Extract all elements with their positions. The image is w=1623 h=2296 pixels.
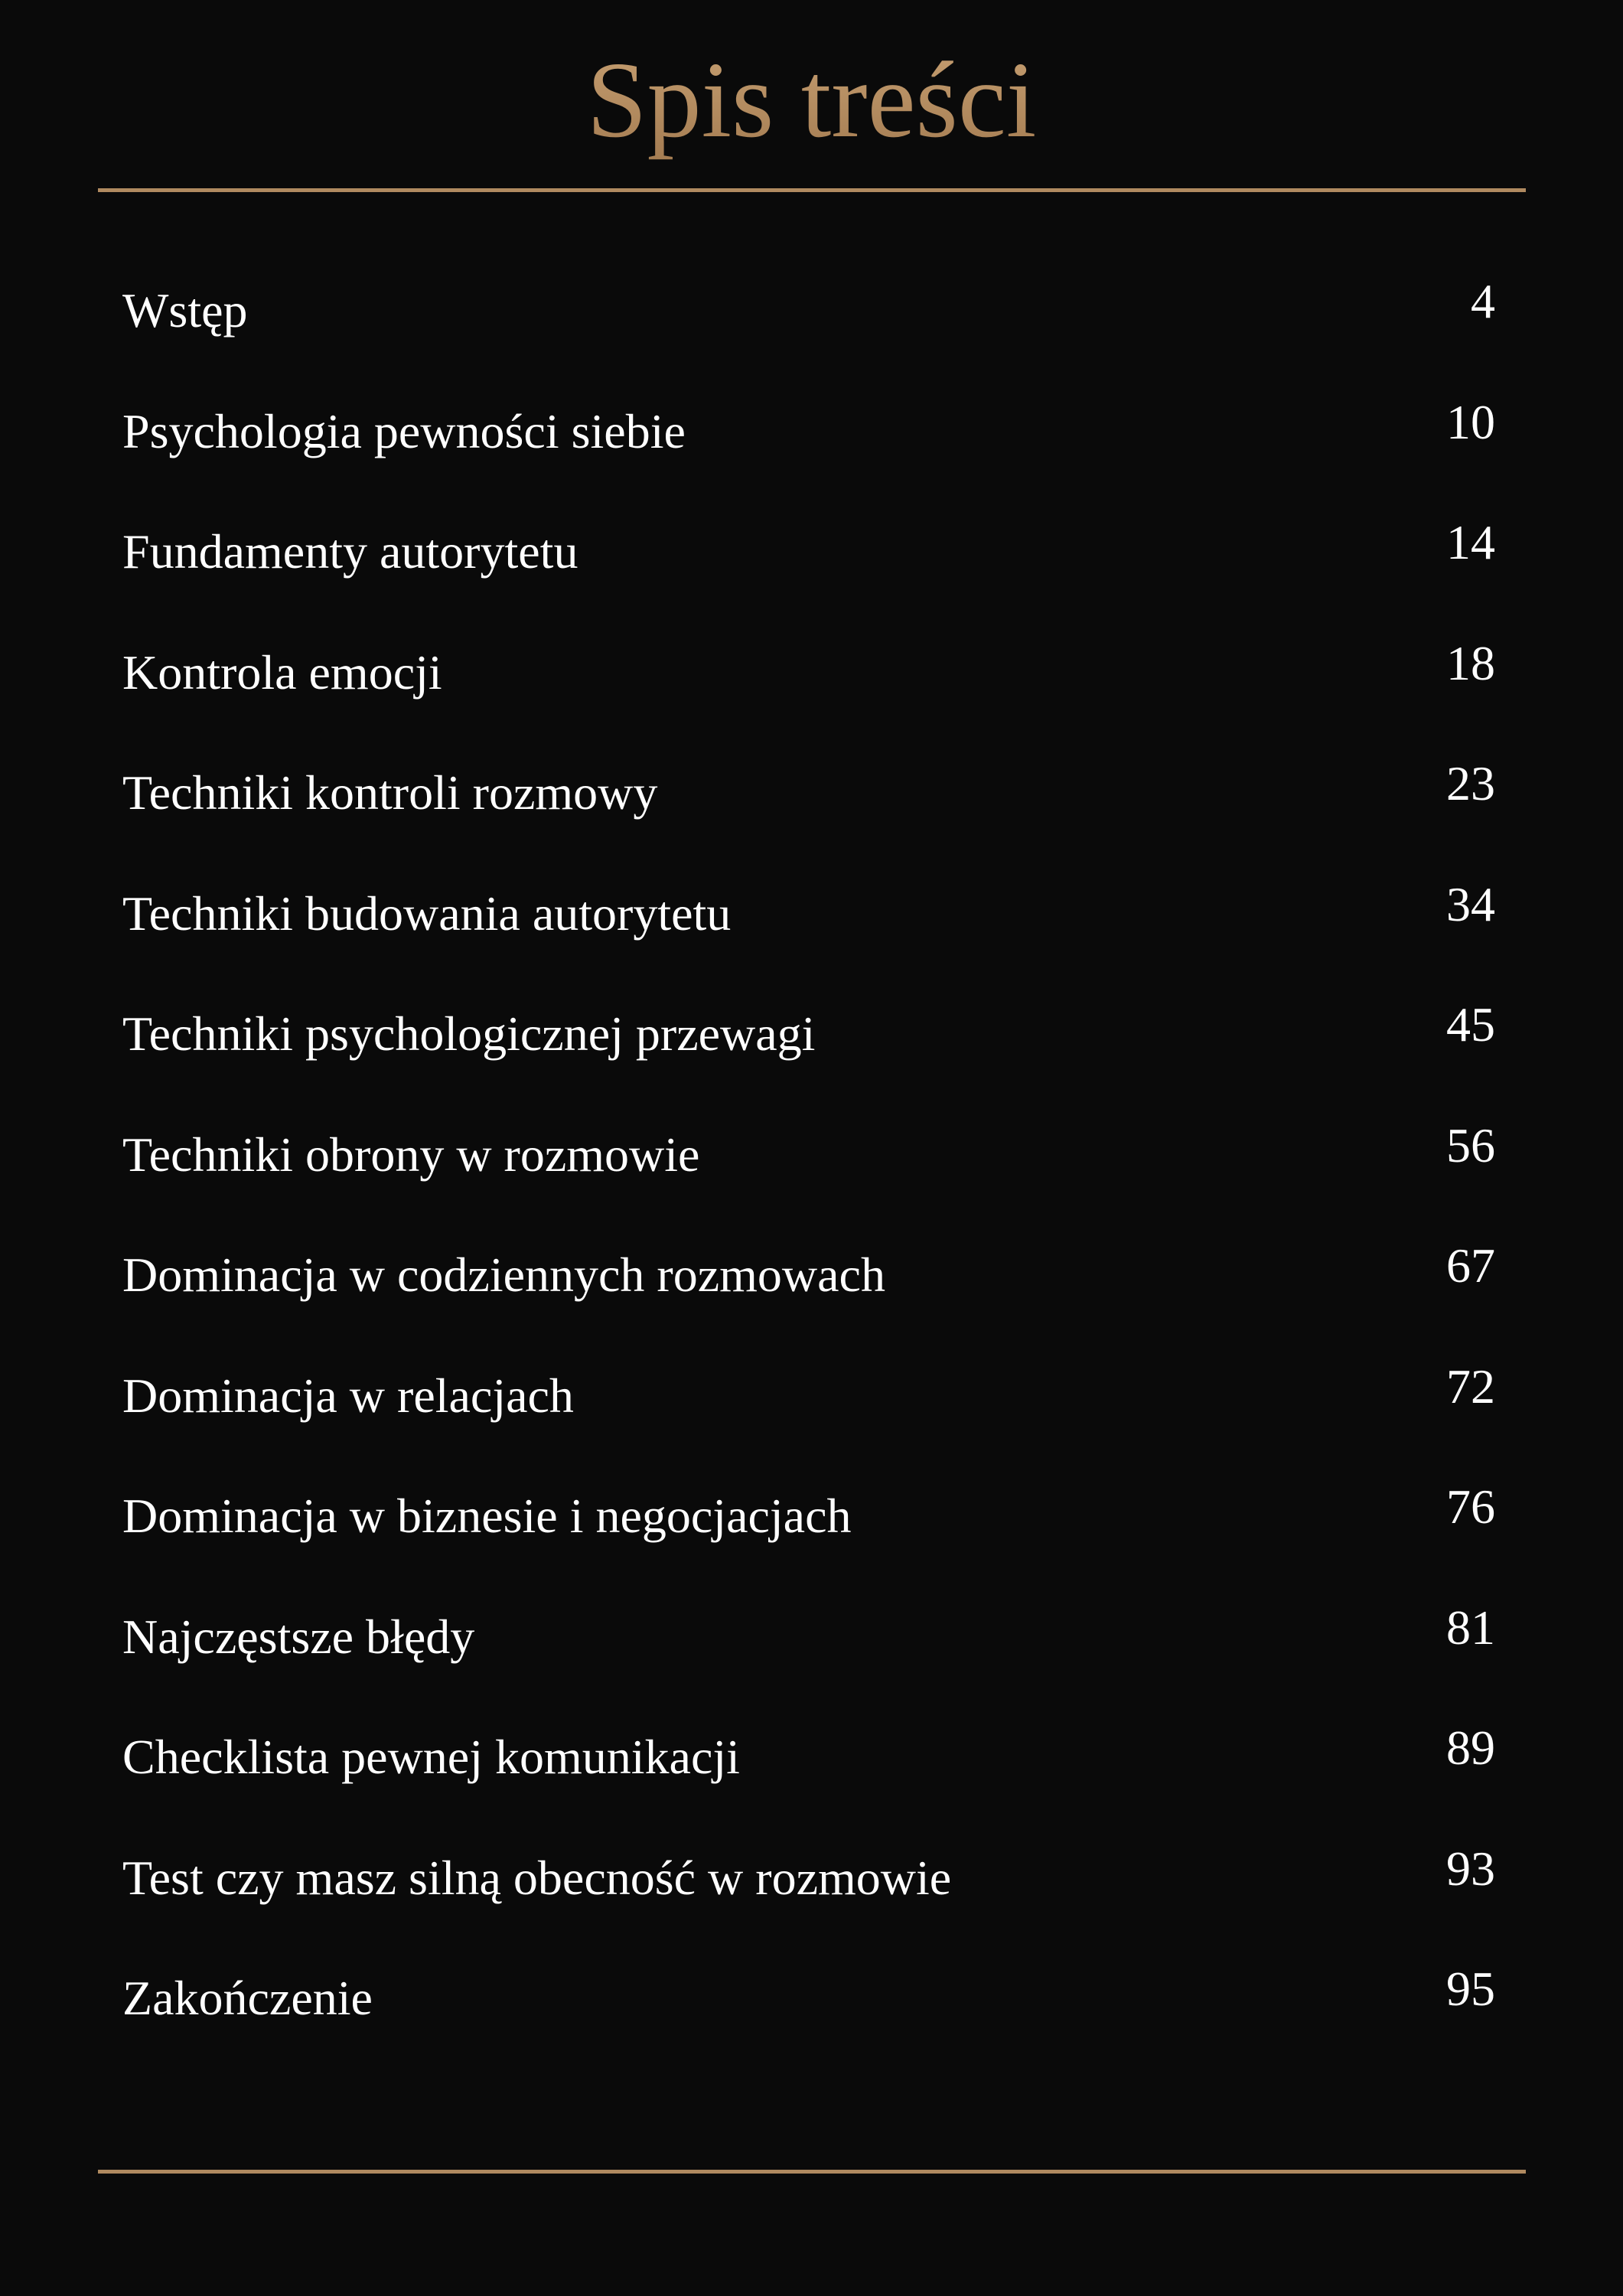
toc-entry-page: 23: [1446, 756, 1495, 810]
toc-entry[interactable]: [0, 1715, 1623, 1799]
toc-entry-title: Najczęstsze błędy: [122, 1609, 475, 1664]
toc-entry-title: Psychologia pewności siebie: [122, 404, 686, 458]
toc-entry-title: Techniki kontroli rozmowy: [122, 765, 658, 820]
toc-entry-title: Dominacja w biznesie i negocjacjach: [122, 1489, 852, 1543]
toc-entry-page: 10: [1446, 395, 1495, 449]
toc-entry-page: 56: [1446, 1118, 1495, 1172]
toc-entry[interactable]: [0, 1354, 1623, 1438]
toc-entry-page: 89: [1446, 1720, 1495, 1775]
toc-entry-title: Kontrola emocji: [122, 645, 442, 700]
toc-entry-title: Dominacja w codziennych rozmowach: [122, 1247, 885, 1302]
toc-entry-page: 4: [1471, 274, 1495, 328]
toc-entry[interactable]: [0, 751, 1623, 835]
toc-entry-page: 14: [1446, 515, 1495, 569]
toc-entry[interactable]: [0, 390, 1623, 474]
toc-entry[interactable]: [0, 1836, 1623, 1920]
toc-entry-title: Checklista pewnej komunikacji: [122, 1730, 740, 1784]
toc-entry-title: Fundamenty autorytetu: [122, 524, 578, 579]
toc-entry-title: Dominacja w relacjach: [122, 1368, 574, 1423]
toc-entry[interactable]: [0, 1595, 1623, 1679]
toc-entry[interactable]: [0, 992, 1623, 1076]
toc-entry[interactable]: [0, 269, 1623, 353]
toc-entry-page: 45: [1446, 997, 1495, 1052]
toc-entry[interactable]: [0, 1233, 1623, 1317]
toc-entry[interactable]: [0, 872, 1623, 956]
toc-entry[interactable]: [0, 1474, 1623, 1558]
toc-entry[interactable]: [0, 631, 1623, 715]
toc-entry-title: Techniki obrony w rozmowie: [122, 1127, 700, 1182]
toc-entry-title: Test czy masz silną obecność w rozmowie: [122, 1851, 952, 1905]
toc-entry-page: 18: [1446, 636, 1495, 690]
toc-entry-page: 67: [1446, 1238, 1495, 1293]
toc-entry-title: Techniki psychologicznej przewagi: [122, 1006, 816, 1061]
toc-entry[interactable]: [0, 1113, 1623, 1197]
page-title: Spis treści: [0, 31, 1623, 168]
toc-entry-page: 76: [1446, 1479, 1495, 1534]
toc-entry-title: Zakończenie: [122, 1971, 373, 2025]
toc-entry-title: Techniki budowania autorytetu: [122, 886, 732, 941]
toc-entry[interactable]: [0, 1956, 1623, 2040]
toc-entry-page: 95: [1446, 1962, 1495, 2016]
toc-entry-page: 72: [1446, 1359, 1495, 1414]
toc-entry-page: 93: [1446, 1841, 1495, 1896]
toc-entry[interactable]: [0, 510, 1623, 594]
bottom-divider: [98, 2170, 1526, 2174]
toc-entry-page: 34: [1446, 877, 1495, 931]
toc-entry-title: Wstęp: [122, 283, 248, 338]
toc-entry-page: 81: [1446, 1600, 1495, 1655]
